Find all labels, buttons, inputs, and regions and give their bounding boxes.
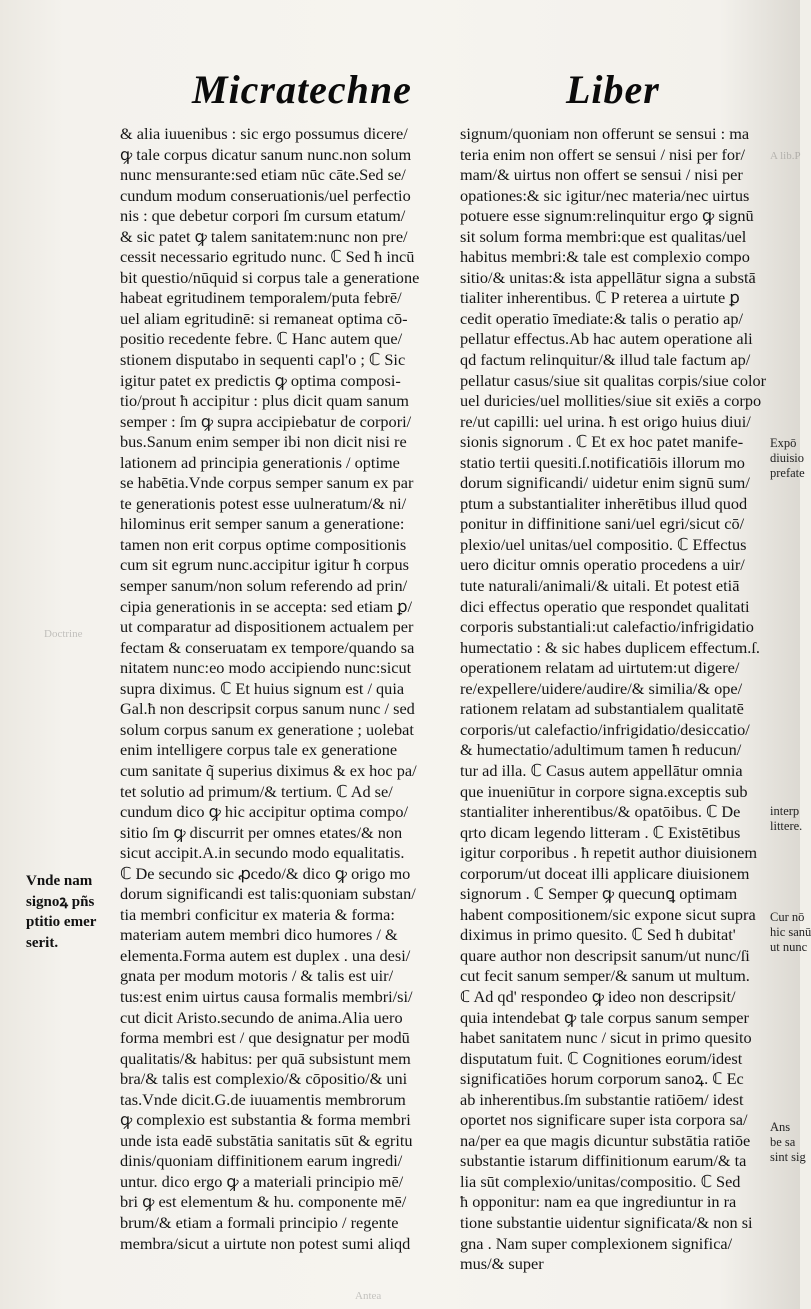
text-line: ab inherentibus.ſm substantie ratiōem/ idest	[460, 1089, 744, 1109]
text-line: nis : que debetur corpori ſm cursum etatum/	[120, 206, 406, 226]
text-line: tialiter inherentibus. ℂ P reterea a uirtute ꝑ	[460, 288, 740, 308]
text-line: statio tertii quesiti.ſ.notificatiōis illorum mo	[460, 452, 745, 472]
text-line: lia sūt complexio/unitas/compositio. ℂ Sed	[460, 1171, 741, 1191]
text-line: cipia generationis in se accepta: sed etiam ꝑ/	[120, 596, 412, 616]
margin-note-line: Cur nō	[770, 910, 805, 924]
text-line: re/expellere/uidere/audire/& similia/& ope/	[460, 678, 743, 698]
text-line: qrto dicam legendo litteram . ℂ Existētibus	[460, 822, 741, 842]
text-line: bri ꝙ est elementum & hu. componente mē/	[120, 1192, 407, 1212]
margin-note-right	[770, 910, 811, 955]
text-line: & humectatio/adultimum tamen ħ reducun/	[460, 740, 742, 760]
text-line: igitur patet ex predictis ꝙ optima composi-	[120, 370, 401, 390]
text-line: gna . Nam super complexionem significa/	[460, 1233, 733, 1253]
text-line: nitatem nunc:eo modo accipiendo nunc:sicut	[120, 658, 412, 678]
text-line: humectatio : & sic habes duplicem effectum.ſ.	[460, 637, 760, 657]
text-column-left	[120, 124, 440, 1254]
text-line: nunc mensurante:sed etiam nūc cāte.Sed se/	[120, 165, 406, 185]
text-line: se habētia.Vnde corpus semper sanum ex par	[120, 473, 414, 493]
margin-note-line: serit.	[26, 934, 59, 951]
text-line: substantie istarum diffinitionum earum/& ta	[460, 1151, 747, 1171]
margin-note-right	[770, 804, 803, 834]
text-line: ℂ De secundo sic ꝓcedo/& dico ꝙ origo mo	[120, 863, 411, 883]
text-line: brum/& etiam a formali principio / regente	[120, 1212, 399, 1232]
text-line: corporis substantiali:ut calefactio/infrigidatio	[460, 617, 754, 637]
text-line: tio/prout ħ accipitur : plus dicit quam sanum	[120, 391, 409, 411]
text-line: ꝙ complexio est substantia & forma membri	[120, 1110, 411, 1130]
text-line: tute naturali/animali/& uitali. Et potest etiā	[460, 576, 740, 596]
text-line: oportet nos significare super ista corpora sa/	[460, 1110, 748, 1130]
margin-note-line: hic sanū	[770, 925, 811, 939]
text-line: positio recedente febre. ℂ Hanc autem que/	[120, 329, 403, 349]
text-line: tet solutio ad primum/& tertium. ℂ Ad se/	[120, 781, 393, 801]
text-line: potuere esse signum:relinquitur ergo ꝙ signū	[460, 206, 754, 226]
text-line: significatiōes horum corporum sanoꝝ. ℂ Ec	[460, 1069, 744, 1089]
text-line: pellatur effectus.Ab hac autem operatione ali	[460, 329, 753, 349]
bleed-through-text: Doctrine	[44, 628, 83, 640]
text-line: cum sit egrum nunc.accipitur igitur ħ corpus	[120, 555, 409, 575]
margin-note-right	[770, 1120, 806, 1165]
text-line: cum sanitate q̃ superius diximus & ex hoc pa/	[120, 760, 417, 780]
text-line: stionem disputabo in sequenti capl'o ; ℂ Sic	[120, 350, 406, 370]
text-line: fectam & conseruatam ex tempore/quando sa	[120, 637, 415, 657]
text-line: habitus membri:& tale est complexio compo	[460, 247, 750, 267]
text-line: sicut accipit.A.in secundo modo equalitatis.	[120, 843, 405, 863]
text-line: ponitur in diffinitione sani/uel egri/sicut cō/	[460, 514, 745, 534]
text-line: habet sanitatem nunc / sicut in primo quesito	[460, 1028, 752, 1048]
text-line: rationem relatam ad substantialem qualitatē	[460, 699, 744, 719]
text-line: te generationis potest esse uulneratum/& ni/	[120, 493, 407, 513]
text-line: forma membri est / que designatur per modū	[120, 1028, 410, 1048]
running-head-left: Micratechne	[192, 67, 412, 112]
text-line: diximus in primo quesito. ℂ Sed ħ dubitat'	[460, 925, 736, 945]
text-line: bus.Sanum enim semper ibi non dicit nisi re	[120, 432, 407, 452]
text-line: gnata per modum motoris / & talis est uir/	[120, 966, 394, 986]
text-line: igitur corporibus . ħ repetit author diuisionem	[460, 843, 758, 863]
text-line: cundum modum conseruationis/uel perfectio	[120, 185, 411, 205]
text-line: dorum significandi/ uidetur enim signū sum/	[460, 473, 750, 493]
text-line: untur. dico ergo ꝙ a materiali principio mē/	[120, 1171, 404, 1191]
text-line: solum corpus sanum ex generatione ; uolebat	[120, 719, 414, 739]
text-line: signum/quoniam non offerunt se sensui : ma	[460, 124, 750, 143]
text-line: mus/& super	[460, 1254, 544, 1274]
text-line: dinis/quoniam diffinitionem earum ingredi/	[120, 1151, 403, 1171]
text-line: tus:est enim uirtus causa formalis membri/si/	[120, 986, 413, 1006]
text-line: supra diximus. ℂ Et huius signum est / quia	[120, 678, 405, 698]
text-line: pellatur casus/siue sit qualitas corpis/siue color	[460, 370, 767, 390]
text-line: uel aliam egritudinē: si remaneat optima cō-	[120, 308, 408, 328]
text-line: tione substantie uidentur significata/& non si	[460, 1212, 753, 1232]
margin-note-left	[26, 872, 118, 954]
text-line: sitio/& unitas:& ista appellātur signa a substā	[460, 267, 756, 287]
running-head-right: Liber	[566, 67, 660, 112]
text-line: bit questio/nūquid si corpus tale a generatione	[120, 267, 420, 287]
text-line: materiam autem membri dico humores / &	[120, 925, 398, 945]
text-line: ꝙ tale corpus dicatur sanum nunc.non solum	[120, 144, 412, 164]
margin-note-line: littere.	[770, 819, 803, 833]
text-line: operationem relatam ad uirtutem:ut digere/	[460, 658, 740, 678]
text-line: qd factum relinquitur/& illud tale factum ap/	[460, 350, 751, 370]
margin-note-line: signoꝝ pñs	[26, 893, 95, 910]
margin-note-line: sint sig	[770, 1150, 806, 1164]
text-line: Gal.ħ non descripsit corpus sanum nunc / sed	[120, 699, 415, 719]
text-line: cut dicit Aristo.secundo de anima.Alia uero	[120, 1007, 403, 1027]
text-line: cut fecit sanum semper/& sanum ut multum.	[460, 966, 750, 986]
text-line: & sic patet ꝙ talem sanitatem:nunc non pre/	[120, 226, 408, 246]
margin-note-line: diuisio	[770, 451, 805, 465]
text-line: tamen non erit corpus optime compositionis	[120, 534, 407, 554]
text-line: corporis/ut calefactio/infrigidatio/desiccatio/	[460, 719, 750, 739]
margin-note-line: Vnde nam	[26, 873, 93, 889]
margin-note-line: ptitio emer	[26, 914, 97, 931]
text-line: cessit necessario egritudo nunc. ℂ Sed ħ incū	[120, 247, 415, 267]
margin-note-line: Ans	[770, 1120, 791, 1134]
margin-note-line: prefate	[770, 466, 805, 480]
text-line: ptum a substantialiter inherētibus illud quod	[460, 493, 748, 513]
text-line: unde ista eadē substātia sanitatis sūt & egritu	[120, 1130, 413, 1150]
text-line: sionis signorum . ℂ Et ex hoc patet manife-	[460, 432, 744, 452]
margin-note-line: Expō	[770, 436, 797, 450]
text-line: dici effectus operatio que respondet qualitati	[460, 596, 750, 616]
text-line: semper : ſm ꝙ supra accipiebatur de corpori/	[120, 411, 412, 431]
text-line: lationem ad principia generationis / optime	[120, 452, 400, 472]
text-line: habeat egritudinem temporalem/puta febrē/	[120, 288, 402, 308]
margin-note-line: be sa	[770, 1135, 796, 1149]
bleed-through-text: Antea	[355, 1290, 382, 1302]
text-line: tas.Vnde dicit.G.de iuuamentis membrorum	[120, 1089, 406, 1109]
text-line: na/per ea que magis dicuntur substātia ratiōe	[460, 1130, 751, 1150]
text-line: hilominus erit semper sanum a generatione:	[120, 514, 405, 534]
text-line: quia intendebat ꝙ tale corpus sanum semper	[460, 1007, 749, 1027]
text-line: mam/& uirtus non offert se sensui / nisi per	[460, 165, 743, 185]
margin-note-line: ut nunc	[770, 940, 808, 954]
text-line: membra/sicut a uirtute non potest sumi aliqd	[120, 1233, 411, 1253]
text-line: uero dicitur omnis operatio procedens a uir/	[460, 555, 745, 575]
margin-note-line: interp	[770, 804, 800, 818]
text-line: semper sanum/non solum referendo ad prin/	[120, 576, 408, 596]
text-line: uel duricies/uel mollities/siue sit exiēs a corpo	[460, 391, 762, 411]
text-line: sit solum forma membri:que est qualitas/uel	[460, 226, 747, 246]
text-line: qualitatis/& habitus: per quā subsistunt mem	[120, 1048, 411, 1068]
text-line: quare author non descripsit sanum/ut nunc/ſi	[460, 945, 750, 965]
text-line: enim intelligere corpus tale ex generatione	[120, 740, 398, 760]
text-line: opationes:& sic igitur/nec materia/nec uirtus	[460, 185, 750, 205]
bleed-through-text: A lib.P	[770, 150, 801, 162]
text-column-right	[460, 124, 772, 1275]
text-line: corporum/ut doceat illi applicare diuisionem	[460, 863, 750, 883]
text-line: ut comparatur ad dispositionem actualem per	[120, 617, 414, 637]
text-line: que inueniūtur in corpore signa.exceptis sub	[460, 781, 748, 801]
text-line: sitio ſm ꝙ discurrit per omnes etates/& non	[120, 822, 403, 842]
text-line: teria enim non offert se sensui / nisi per for/	[460, 144, 746, 164]
text-line: & alia iuuenibus : sic ergo possumus dicere/	[120, 124, 408, 143]
text-line: stantialiter inherentibus/& opatōibus. ℂ De	[460, 802, 741, 822]
text-line: tia membri conficitur ex materia & forma:	[120, 904, 395, 924]
text-line: cundum dico ꝙ hic accipitur optima compo/	[120, 802, 409, 822]
text-line: dorum significandi est talis:quoniam substan/	[120, 884, 416, 904]
text-line: plexio/uel unitas/uel compositio. ℂ Effectus	[460, 534, 747, 554]
text-line: ħ opponitur: nam ea que ingrediuntur in ra	[460, 1192, 737, 1212]
text-line: cedit operatio īmediate:& talis o peratio ap/	[460, 308, 744, 328]
text-line: ℂ Ad qd' respondeo ꝙ ideo non descripsit/	[460, 986, 736, 1006]
text-line: tur ad illa. ℂ Casus autem appellātur omnia	[460, 760, 743, 780]
text-line: elementa.Forma autem est duplex . una desi/	[120, 945, 411, 965]
text-line: re/ut capilli: uel urina. ħ est origo huius diui/	[460, 411, 751, 431]
margin-note-right	[770, 436, 805, 481]
text-line: disputatum fuit. ℂ Cognitiones eorum/idest	[460, 1048, 743, 1068]
text-line: habent compositionem/sic expone sicut supra	[460, 904, 756, 924]
text-line: signorum . ℂ Semper ꝙ quecunꝗ optimam	[460, 884, 738, 904]
text-line: bra/& talis est complexio/& cōpositio/& uni	[120, 1069, 408, 1089]
